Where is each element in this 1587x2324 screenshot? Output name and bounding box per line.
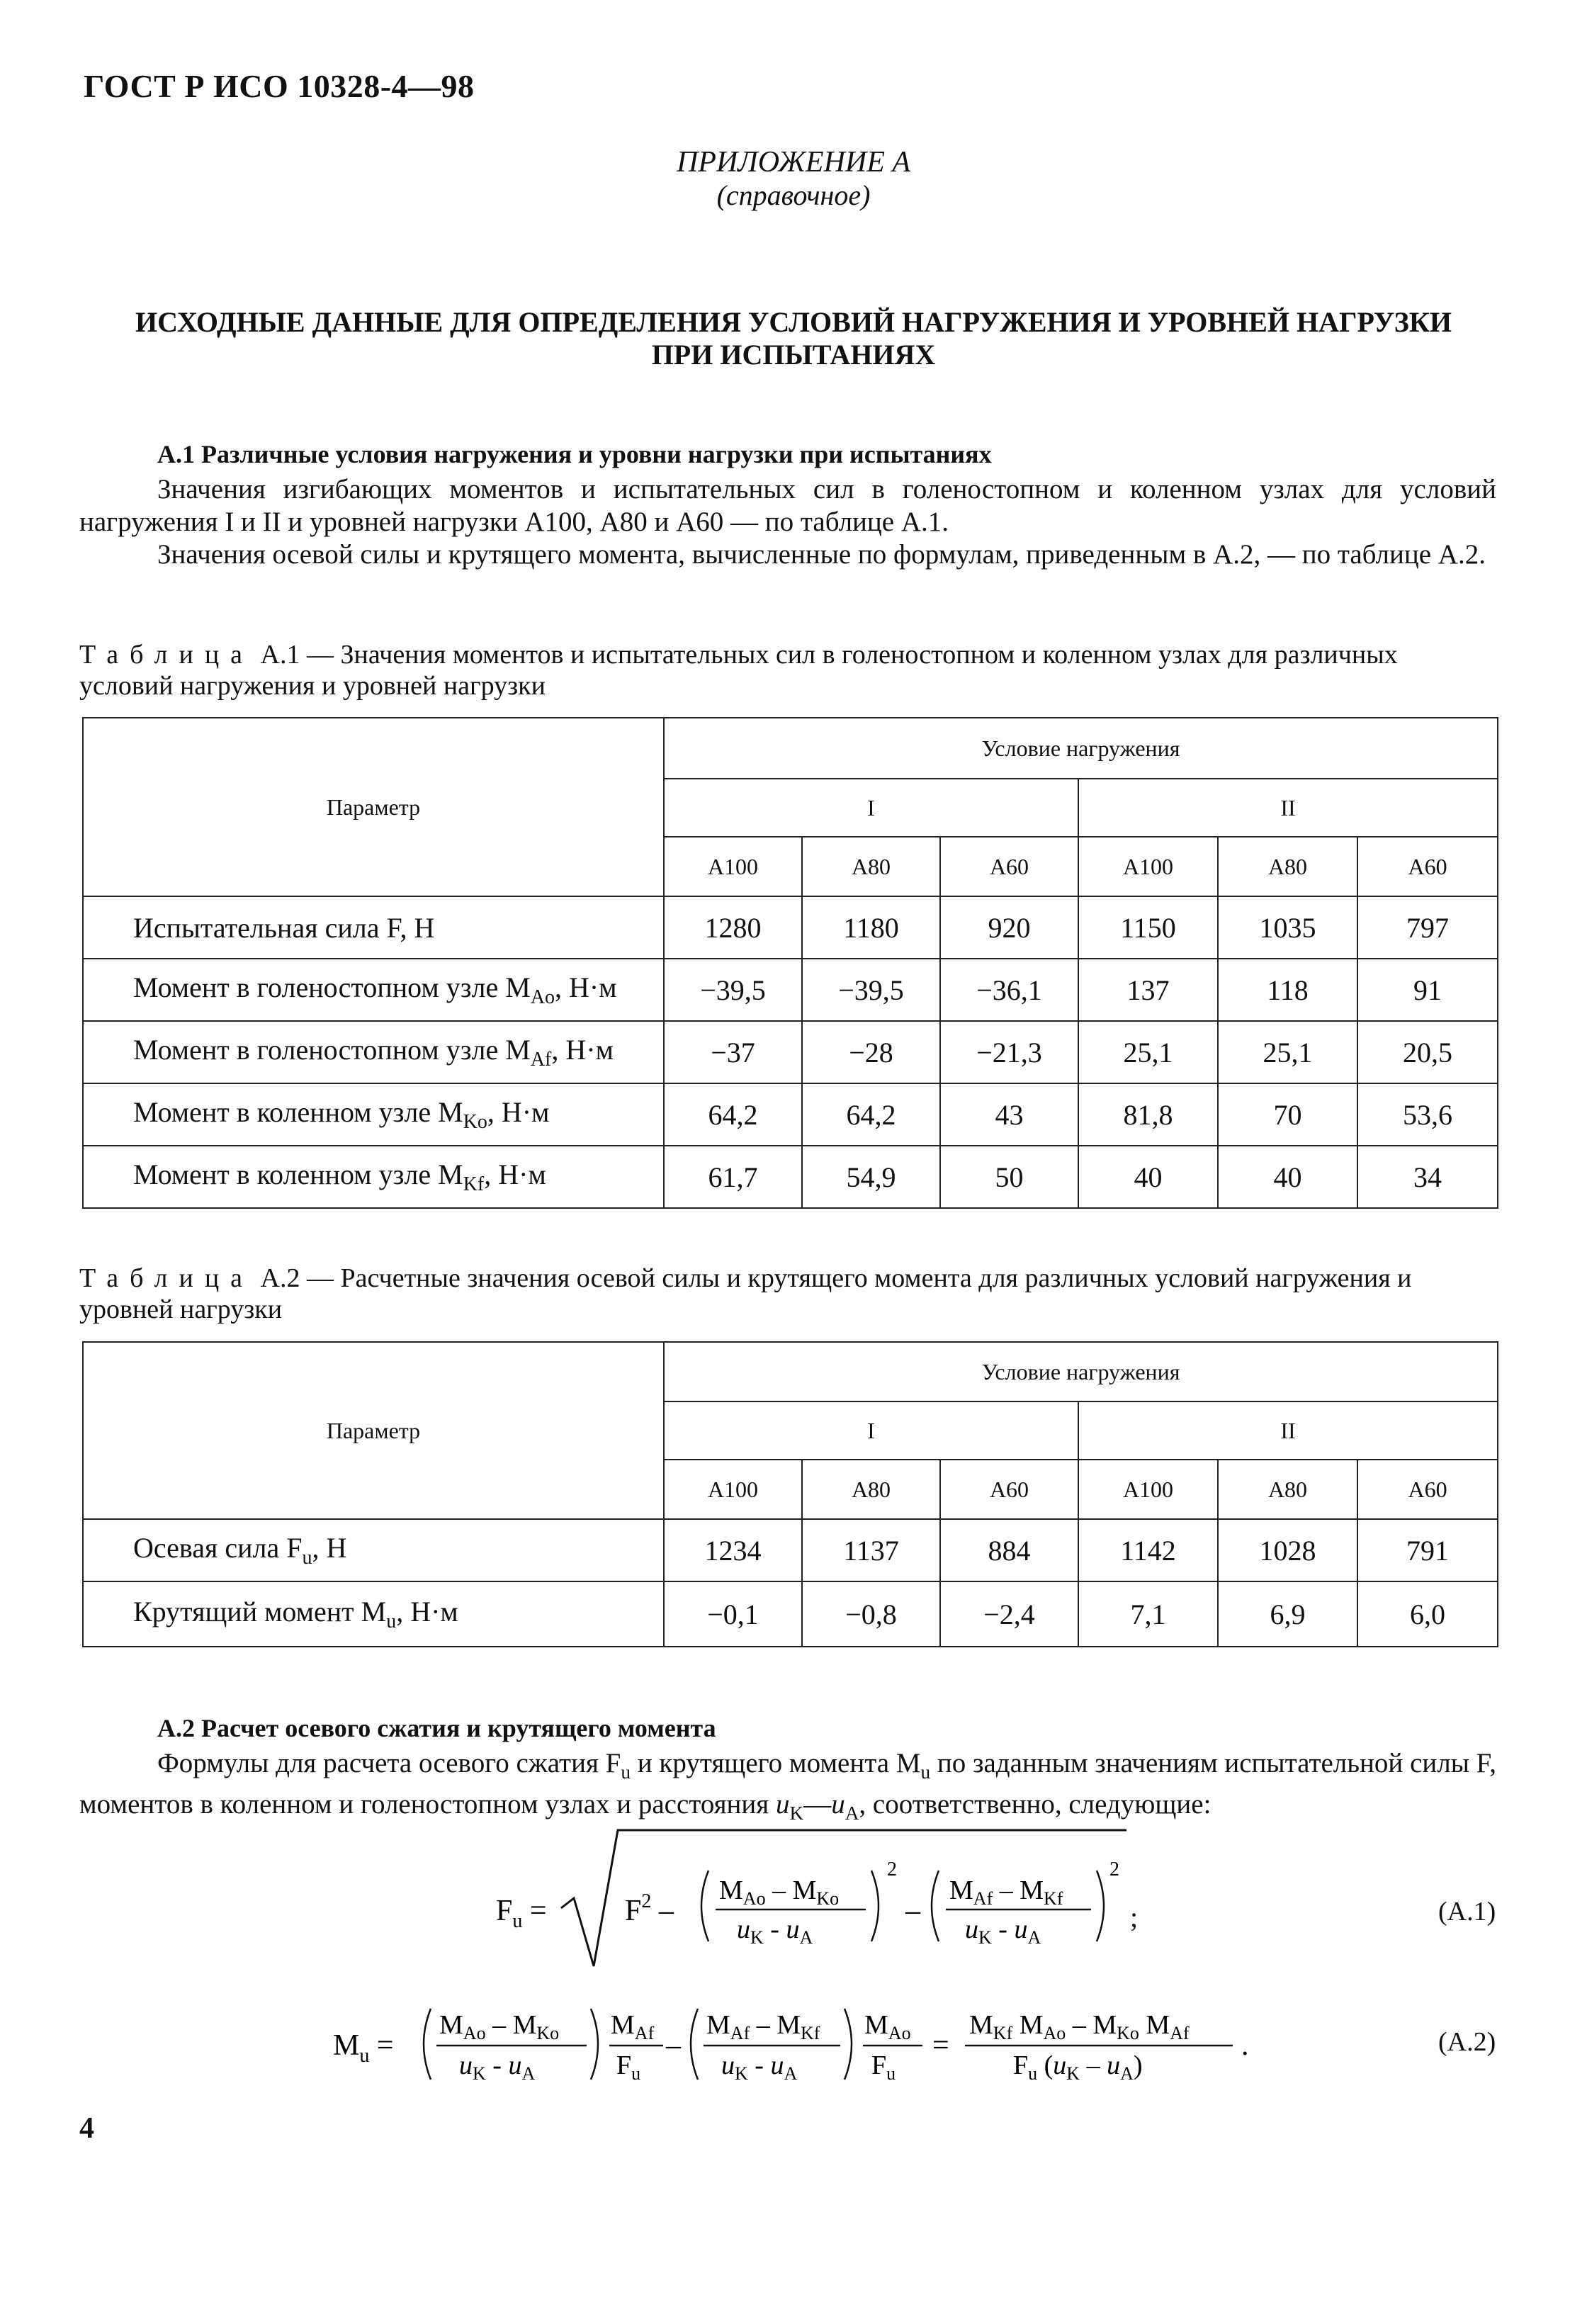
table2-level: А80 — [1218, 1460, 1357, 1519]
formula-a1-paren — [932, 1871, 939, 1941]
table1-level: А60 — [940, 837, 1078, 896]
cell: 25,1 — [1218, 1021, 1357, 1083]
cell: 91 — [1357, 959, 1498, 1021]
table1-level: А80 — [802, 837, 940, 896]
distance-symbol: u — [775, 1788, 790, 1820]
table1 — [82, 717, 1498, 1209]
row-label — [83, 1581, 664, 1647]
table2-caption-number: А.2 — — [260, 1263, 334, 1293]
cell: −28 — [802, 1021, 940, 1083]
row-label-text: Крутящий момент M — [133, 1596, 387, 1628]
table-row — [83, 1083, 1498, 1146]
section-a1-paragraph-1-text: Значения изгибающих моментов и испытательных сил в голеностопном и коленном узлах для условий нагружения I и II и уровней нагрузки А100, А80 и А60 — по таблице А.1. — [79, 474, 1496, 537]
formula-a2-paren — [845, 2009, 852, 2080]
formula-a2-den5: $F_u$ $(u_K - u_A)$ — [1013, 2051, 1143, 2084]
cell: 920 — [940, 896, 1078, 959]
row-label-text: Момент в коленном узле M — [133, 1158, 463, 1190]
cell: −2,4 — [940, 1581, 1078, 1647]
cell: −0,1 — [664, 1581, 802, 1647]
row-label-text: Осевая сила F — [133, 1532, 303, 1564]
table-row — [83, 1519, 1498, 1581]
distance-symbol: u — [831, 1788, 845, 1820]
row-label-unit: , Н·м — [484, 1158, 546, 1190]
cell: 81,8 — [1078, 1083, 1218, 1146]
distance-sub-k: K — [789, 1802, 804, 1824]
table2-condition-header: Условие нагружения — [664, 1342, 1498, 1401]
table-row — [83, 896, 1498, 959]
row-label-unit: , Н·м — [487, 1096, 550, 1128]
table-row — [83, 959, 1498, 1021]
row-label-unit: , Н — [312, 1532, 347, 1564]
cell: 25,1 — [1078, 1021, 1218, 1083]
formula-a2 — [333, 1995, 1254, 2094]
formula-a1-paren — [701, 1871, 708, 1941]
formula-a1-paren — [871, 1871, 879, 1941]
cell: 53,6 — [1357, 1083, 1498, 1146]
formula-a2-paren — [424, 2009, 431, 2080]
formula-a2-num1: $M_{Ao} - M_{Ko}$ — [439, 2010, 560, 2043]
section-a1-paragraph-2 — [79, 538, 1496, 571]
table1-caption-text: Значения моментов и испытательных сил в голеностопном и коленном узлах для различных условий нагружения и уровней нагрузки — [79, 640, 1398, 701]
cell: 1028 — [1218, 1519, 1357, 1581]
formula-a1-f2: $F^2$ – — [625, 1890, 674, 1927]
formula-a1-num1: $M_{Ao} - M_{Ko}$ — [719, 1875, 840, 1909]
cell: 1137 — [802, 1519, 940, 1581]
cell: −39,5 — [802, 959, 940, 1021]
formula-a1-number: (A.1) — [1438, 1897, 1496, 1927]
table-row — [83, 1581, 1498, 1647]
cell: 7,1 — [1078, 1581, 1218, 1647]
table1-level: А60 — [1357, 837, 1498, 896]
distance-sub-a: A — [845, 1802, 859, 1824]
row-label-subscript: u — [386, 1611, 397, 1632]
formula-a1-den1: $u_K - u_A$ — [737, 1914, 813, 1948]
formula-a2-period: . — [1241, 2029, 1249, 2062]
table1-condition-header: Условие нагружения — [664, 718, 1498, 779]
table2-caption-label: Таблица — [79, 1263, 254, 1293]
annex-title — [99, 306, 1488, 371]
section-a2-heading: А.2 Расчет осевого сжатия и крутящего момента — [157, 1714, 716, 1742]
formula-a2-den2: $F_u$ — [616, 2051, 641, 2084]
cell: 1280 — [664, 896, 802, 959]
table-row — [83, 1146, 1498, 1208]
annex-title-line2: ПРИ ИСПЫТАНИЯХ — [651, 339, 936, 371]
cell: 34 — [1357, 1146, 1498, 1208]
annex-title-line1: ИСХОДНЫЕ ДАННЫЕ ДЛЯ ОПРЕДЕЛЕНИЯ УСЛОВИЙ НАГРУЖЕНИЯ И УРОВНЕЙ НАГРУЗКИ — [135, 306, 1452, 338]
row-label-unit: , Н·м — [396, 1596, 458, 1628]
row-label-subscript: Ao — [530, 986, 555, 1008]
row-label-subscript: Af — [530, 1049, 552, 1071]
section-a2-sub-1: u — [621, 1761, 631, 1783]
formula-a2-paren — [691, 2009, 698, 2080]
formula-a1-minus: – — [905, 1895, 920, 1927]
page-number: 4 — [79, 2112, 94, 2145]
table2-param-header: Параметр — [83, 1342, 664, 1519]
cell: 797 — [1357, 896, 1498, 959]
row-label-unit: , Н·м — [555, 971, 617, 1003]
table2-caption — [79, 1263, 1496, 1325]
cell: 137 — [1078, 959, 1218, 1021]
cell: 64,2 — [664, 1083, 802, 1146]
table2 — [82, 1341, 1498, 1647]
formula-a2-num2: $M_{Af}$ — [611, 2010, 655, 2043]
cell: 6,0 — [1357, 1581, 1498, 1647]
table1-condition-2: II — [1078, 779, 1498, 837]
row-label-text: Момент в коленном узле M — [133, 1096, 463, 1128]
formula-a2-minus: – — [666, 2029, 681, 2062]
table2-level: А100 — [664, 1460, 802, 1519]
cell: 1142 — [1078, 1519, 1218, 1581]
table1-condition-1: I — [664, 779, 1078, 837]
table1-level: А100 — [664, 837, 802, 896]
table1-param-header: Параметр — [83, 718, 664, 896]
formula-a2-num5: $M_{Kf}$ $M_{Ao} - M_{Ko}$ $M_{Af}$ — [969, 2010, 1190, 2043]
section-a1-paragraph-2-text: Значения осевой силы и крутящего момента, вычисленные по формулам, приведенным в А.2, — по таблице А.2. — [157, 539, 1486, 570]
cell: 61,7 — [664, 1146, 802, 1208]
table2-caption-text: Расчетные значения осевой силы и крутящего момента для различных условий нагружения и уровней нагрузки — [79, 1263, 1412, 1324]
cell: 20,5 — [1357, 1021, 1498, 1083]
table1-level: А100 — [1078, 837, 1218, 896]
row-label — [83, 959, 664, 1021]
section-a1-paragraph-1 — [79, 473, 1496, 538]
annex-status: (справочное) — [716, 179, 871, 211]
cell: 40 — [1218, 1146, 1357, 1208]
formula-a2-lhs: $M_u$ = — [333, 2029, 394, 2067]
section-a2-text-2: и крутящего момента M — [631, 1748, 921, 1778]
row-label-subscript: Ko — [463, 1111, 487, 1133]
row-label-subscript: u — [302, 1547, 312, 1569]
formula-a2-number: (A.2) — [1438, 2027, 1496, 2057]
formula-a2-den3: $u_K - u_A$ — [721, 2051, 798, 2084]
cell: 54,9 — [802, 1146, 940, 1208]
cell: 884 — [940, 1519, 1078, 1581]
cell: 64,2 — [802, 1083, 940, 1146]
table1-caption — [79, 639, 1496, 701]
formula-a1-exp2: 2 — [1109, 1858, 1119, 1880]
table-row — [83, 1021, 1498, 1083]
formula-a2-den4: $F_u$ — [871, 2051, 896, 2084]
section-a1-heading: А.1 Различные условия нагружения и уровни нагрузки при испытаниях — [157, 440, 992, 468]
row-label-text: Момент в голеностопном узле M — [133, 971, 531, 1003]
cell: −39,5 — [664, 959, 802, 1021]
formula-a2-equals: = — [932, 2029, 949, 2062]
formula-a1 — [496, 1824, 1134, 1987]
cell: 1180 — [802, 896, 940, 959]
cell: 70 — [1218, 1083, 1357, 1146]
cell: −36,1 — [940, 959, 1078, 1021]
cell: 6,9 — [1218, 1581, 1357, 1647]
cell: 1035 — [1218, 896, 1357, 959]
section-a2-paragraph: Формулы для расчета осевого сжатия $F_u$ и крутящего момента $M_u$ по заданным значениям испытательной силы F, моментов в коленном и голеностопном узлах и расстояния $u_K—u_A$, соответственно, следующие: — [79, 1748, 1496, 1824]
standard-designation: ГОСТ Р ИСО 10328-4—98 — [84, 68, 475, 104]
table2-condition-1: I — [664, 1401, 1078, 1460]
cell: 118 — [1218, 959, 1357, 1021]
table1-caption-label: Таблица — [79, 640, 254, 670]
formula-a1-den2: $u_K - u_A$ — [965, 1914, 1041, 1948]
row-label — [83, 1519, 664, 1581]
formula-a2-num4: $M_{Ao}$ — [864, 2010, 911, 2043]
row-label — [83, 1021, 664, 1083]
cell: 1150 — [1078, 896, 1218, 959]
formula-a1-semicolon: ; — [1130, 1901, 1139, 1933]
annex-label: ПРИЛОЖЕНИЕ А — [676, 146, 911, 179]
cell: −21,3 — [940, 1021, 1078, 1083]
cell: 43 — [940, 1083, 1078, 1146]
row-label-text: Момент в голеностопном узле M — [133, 1034, 531, 1066]
section-a2-text-4: , соответственно, следующие: — [859, 1788, 1212, 1820]
cell: 40 — [1078, 1146, 1218, 1208]
row-label: Испытательная сила F, Н — [83, 896, 664, 959]
formula-a1-exp1: 2 — [887, 1858, 897, 1880]
table2-level: А60 — [1357, 1460, 1498, 1519]
formula-a2-num3: $M_{Af} - M_{Kf}$ — [706, 2010, 820, 2043]
section-a2-text-1: Формулы для расчета осевого сжатия F — [157, 1748, 621, 1778]
table2-level: А60 — [940, 1460, 1078, 1519]
cell: 1234 — [664, 1519, 802, 1581]
formula-a1-lhs: $F_u$ = — [496, 1895, 547, 1932]
row-label — [83, 1083, 664, 1146]
row-label-subscript: Kf — [463, 1173, 485, 1195]
formula-a2-den1: $u_K - u_A$ — [459, 2051, 536, 2084]
table2-condition-2: II — [1078, 1401, 1498, 1460]
row-label — [83, 1146, 664, 1208]
formula-a1-num2: $M_{Af} - M_{Kf}$ — [949, 1875, 1063, 1909]
table2-level: А80 — [802, 1460, 940, 1519]
section-a2-text-3: по заданным значениям испытательной силы F, моментов в коленном и голеностопном узлах и расстояния — [79, 1748, 1496, 1820]
cell: 791 — [1357, 1519, 1498, 1581]
cell: 50 — [940, 1146, 1078, 1208]
formula-a1-paren — [1097, 1871, 1104, 1941]
row-label-unit: , Н·м — [551, 1034, 614, 1066]
formula-a2-paren — [591, 2009, 598, 2080]
table1-caption-number: А.1 — — [260, 640, 334, 670]
section-a2-sub-2: u — [920, 1761, 931, 1783]
cell: −0,8 — [802, 1581, 940, 1647]
table2-level: А100 — [1078, 1460, 1218, 1519]
cell: −37 — [664, 1021, 802, 1083]
table1-level: А80 — [1218, 837, 1357, 896]
